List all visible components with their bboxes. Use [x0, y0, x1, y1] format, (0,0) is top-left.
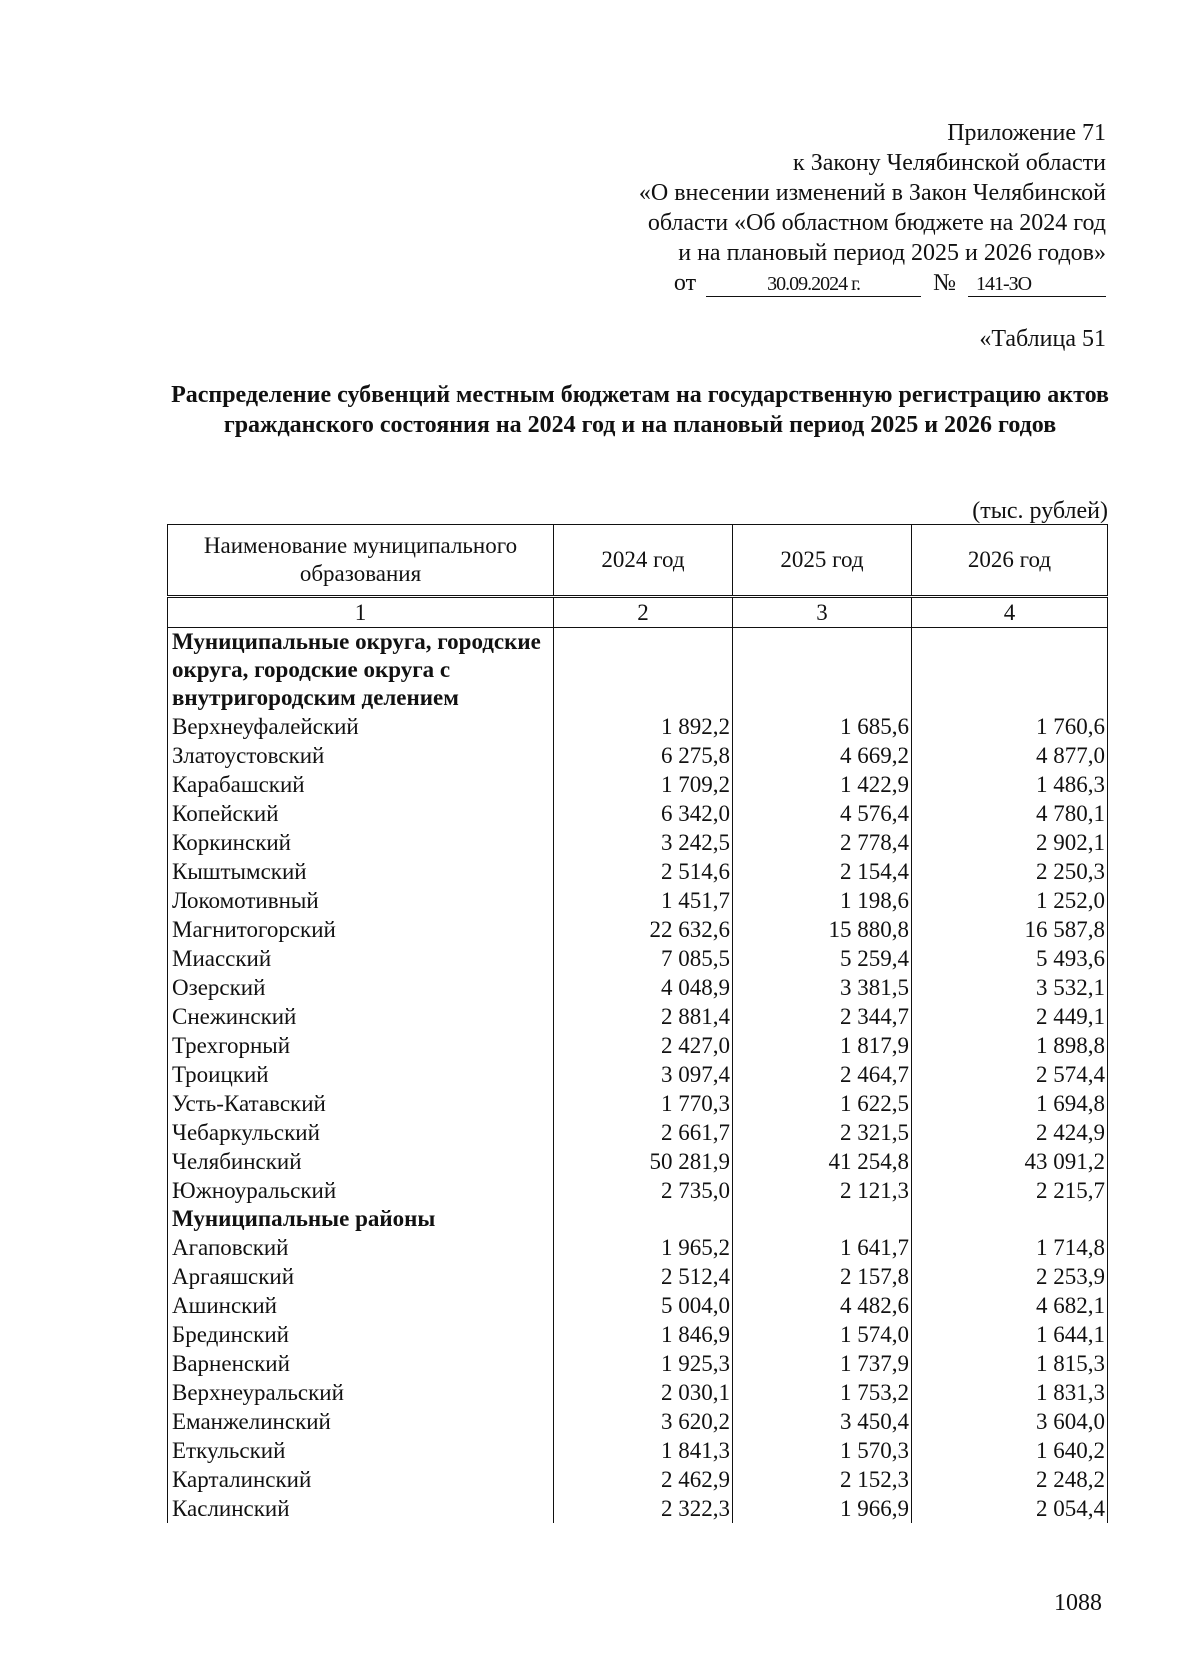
section-header-row: [168, 628, 1108, 713]
value-2025: 1 641,7: [733, 1233, 912, 1262]
value-2026: 1 252,0: [912, 886, 1108, 915]
municipality-name: Карабашский: [168, 770, 554, 799]
empty-cell: [733, 628, 912, 713]
municipality-name: Снежинский: [168, 1002, 554, 1031]
value-2026: 16 587,8: [912, 915, 1108, 944]
value-2026: 1 831,3: [912, 1378, 1108, 1407]
value-2025: 2 152,3: [733, 1465, 912, 1494]
value-2026: 2 424,9: [912, 1118, 1108, 1147]
value-2025: 4 482,6: [733, 1291, 912, 1320]
table-row: [168, 1494, 1108, 1523]
value-2026: 5 493,6: [912, 944, 1108, 973]
value-2024: 2 462,9: [554, 1465, 733, 1494]
municipality-name: Аргаяшский: [168, 1262, 554, 1291]
value-2026: 2 902,1: [912, 828, 1108, 857]
column-header: 2026 год: [912, 525, 1108, 597]
value-2024: 2 030,1: [554, 1378, 733, 1407]
municipality-name: Агаповский: [168, 1233, 554, 1262]
municipality-name: Челябинский: [168, 1147, 554, 1176]
value-2026: 3 532,1: [912, 973, 1108, 1002]
table-row: [168, 944, 1108, 973]
municipality-name: Златоустовский: [168, 741, 554, 770]
empty-cell: [554, 628, 733, 713]
value-2026: 1 694,8: [912, 1089, 1108, 1118]
value-2025: 1 817,9: [733, 1031, 912, 1060]
value-2026: 1 815,3: [912, 1349, 1108, 1378]
municipality-name: Локомотивный: [168, 886, 554, 915]
value-2025: 2 121,3: [733, 1176, 912, 1205]
municipality-name: Коркинский: [168, 828, 554, 857]
value-2025: 1 622,5: [733, 1089, 912, 1118]
municipality-name: Каслинский: [168, 1494, 554, 1523]
value-2024: 6 342,0: [554, 799, 733, 828]
column-number: 4: [912, 597, 1108, 628]
municipality-name: Южноуральский: [168, 1176, 554, 1205]
table-row: [168, 1407, 1108, 1436]
municipality-name: Магнитогорский: [168, 915, 554, 944]
value-2024: 3 097,4: [554, 1060, 733, 1089]
value-2026: 1 486,3: [912, 770, 1108, 799]
value-2025: 15 880,8: [733, 915, 912, 944]
value-2024: 5 004,0: [554, 1291, 733, 1320]
value-2024: 4 048,9: [554, 973, 733, 1002]
municipality-name: Усть-Катавский: [168, 1089, 554, 1118]
appendix-header: [639, 118, 1106, 298]
value-2026: 2 054,4: [912, 1494, 1108, 1523]
column-number-row: [168, 597, 1108, 628]
table-row: [168, 1291, 1108, 1320]
value-2024: 1 925,3: [554, 1349, 733, 1378]
value-2025: 1 753,2: [733, 1378, 912, 1407]
value-2026: 1 898,8: [912, 1031, 1108, 1060]
table-row: [168, 1060, 1108, 1089]
column-number: 3: [733, 597, 912, 628]
law-number: 141-ЗО: [968, 272, 1106, 297]
value-2024: 3 242,5: [554, 828, 733, 857]
value-2026: 1 644,1: [912, 1320, 1108, 1349]
value-2025: 4 669,2: [733, 741, 912, 770]
table-row: [168, 973, 1108, 1002]
appendix-line: области «Об областном бюджете на 2024 год: [647, 210, 1106, 236]
value-2024: 1 709,2: [554, 770, 733, 799]
table-row: [168, 1349, 1108, 1378]
value-2026: 2 215,7: [912, 1176, 1108, 1205]
municipality-name: Еманжелинский: [168, 1407, 554, 1436]
column-number: 2: [554, 597, 733, 628]
table-row: [168, 1436, 1108, 1465]
value-2024: 1 892,2: [554, 712, 733, 741]
value-2026: 2 250,3: [912, 857, 1108, 886]
value-2025: 1 422,9: [733, 770, 912, 799]
value-2026: 4 877,0: [912, 741, 1108, 770]
table-row: [168, 1089, 1108, 1118]
value-2026: 1 640,2: [912, 1436, 1108, 1465]
value-2026: 2 248,2: [912, 1465, 1108, 1494]
value-2026: 43 091,2: [912, 1147, 1108, 1176]
table-row: [168, 857, 1108, 886]
value-2026: 2 574,4: [912, 1060, 1108, 1089]
municipality-name: Карталинский: [168, 1465, 554, 1494]
value-2025: 4 576,4: [733, 799, 912, 828]
value-2024: 2 661,7: [554, 1118, 733, 1147]
value-2026: 4 682,1: [912, 1291, 1108, 1320]
table-row: [168, 712, 1108, 741]
empty-cell: [912, 1205, 1108, 1233]
table-row: [168, 1262, 1108, 1291]
value-2024: 2 322,3: [554, 1494, 733, 1523]
municipality-name: Миасский: [168, 944, 554, 973]
municipality-name: Верхнеуфалейский: [168, 712, 554, 741]
table-row: [168, 1176, 1108, 1205]
table-label: «Таблица 51: [979, 326, 1106, 352]
date-prefix: от: [673, 270, 697, 296]
value-2026: 4 780,1: [912, 799, 1108, 828]
table-row: [168, 886, 1108, 915]
appendix-line: и на плановый период 2025 и 2026 годов»: [678, 240, 1106, 266]
table-body: [168, 628, 1108, 1524]
table-row: [168, 828, 1108, 857]
municipality-name: Трехгорный: [168, 1031, 554, 1060]
table-row: [168, 1320, 1108, 1349]
value-2026: 1 760,6: [912, 712, 1108, 741]
table-row: [168, 1233, 1108, 1262]
value-2026: 2 449,1: [912, 1002, 1108, 1031]
table-row: [168, 1031, 1108, 1060]
value-2025: 2 778,4: [733, 828, 912, 857]
table-header-row: [168, 525, 1108, 597]
value-2025: 1 570,3: [733, 1436, 912, 1465]
appendix-line: к Закону Челябинской области: [793, 150, 1106, 176]
appendix-line: Приложение 71: [947, 120, 1106, 146]
municipality-name: Копейский: [168, 799, 554, 828]
law-date: 30.09.2024 г.: [706, 272, 921, 297]
value-2024: 2 512,4: [554, 1262, 733, 1291]
value-2024: 6 275,8: [554, 741, 733, 770]
value-2024: 1 965,2: [554, 1233, 733, 1262]
appendix-line: «О внесении изменений в Закон Челябинской: [638, 180, 1106, 206]
table-row: [168, 741, 1108, 770]
value-2025: 3 381,5: [733, 973, 912, 1002]
empty-cell: [912, 628, 1108, 713]
table-row: [168, 1118, 1108, 1147]
section-header-row: [168, 1205, 1108, 1233]
empty-cell: [733, 1205, 912, 1233]
municipality-name: Брединский: [168, 1320, 554, 1349]
column-header: 2024 год: [554, 525, 733, 597]
value-2025: 2 344,7: [733, 1002, 912, 1031]
value-2026: 1 714,8: [912, 1233, 1108, 1262]
section-title: Муниципальные округа, городские округа, городские округа с внутригородским делением: [168, 628, 554, 713]
value-2024: 2 514,6: [554, 857, 733, 886]
value-2026: 3 604,0: [912, 1407, 1108, 1436]
subventions-table: [167, 524, 1108, 1523]
value-2025: 3 450,4: [733, 1407, 912, 1436]
value-2024: 2 881,4: [554, 1002, 733, 1031]
empty-cell: [554, 1205, 733, 1233]
table-row: [168, 1378, 1108, 1407]
value-2024: 2 427,0: [554, 1031, 733, 1060]
table-row: [168, 1147, 1108, 1176]
law-date-number-line: [639, 268, 1106, 298]
municipality-name: Чебаркульский: [168, 1118, 554, 1147]
municipality-name: Варненский: [168, 1349, 554, 1378]
value-2025: 2 464,7: [733, 1060, 912, 1089]
column-header: 2025 год: [733, 525, 912, 597]
municipality-name: Кыштымский: [168, 857, 554, 886]
municipality-name: Озерский: [168, 973, 554, 1002]
value-2024: 3 620,2: [554, 1407, 733, 1436]
value-2025: 41 254,8: [733, 1147, 912, 1176]
value-2025: 5 259,4: [733, 944, 912, 973]
value-2024: 22 632,6: [554, 915, 733, 944]
value-2025: 1 685,6: [733, 712, 912, 741]
column-header: Наименование муниципального образования: [168, 525, 554, 597]
section-title: Муниципальные районы: [168, 1205, 554, 1233]
table-row: [168, 1465, 1108, 1494]
value-2025: 2 154,4: [733, 857, 912, 886]
document-title: Распределение субвенций местным бюджетам на государственную регистрацию актов гражданского состояния на 2024 год и на плановый период 2025 и 2026 годов: [171, 382, 1109, 438]
table-row: [168, 1002, 1108, 1031]
table-row: [168, 770, 1108, 799]
value-2024: 1 846,9: [554, 1320, 733, 1349]
municipality-name: Троицкий: [168, 1060, 554, 1089]
table-row: [168, 799, 1108, 828]
municipality-name: Еткульский: [168, 1436, 554, 1465]
column-number: 1: [168, 597, 554, 628]
municipality-name: Верхнеуральский: [168, 1378, 554, 1407]
value-2024: 7 085,5: [554, 944, 733, 973]
page-number: 1088: [1054, 1590, 1102, 1616]
value-2026: 2 253,9: [912, 1262, 1108, 1291]
number-prefix: №: [933, 270, 956, 296]
municipality-name: Ашинский: [168, 1291, 554, 1320]
value-2025: 1 737,9: [733, 1349, 912, 1378]
value-2025: 1 574,0: [733, 1320, 912, 1349]
value-2024: 1 451,7: [554, 886, 733, 915]
value-2025: 1 198,6: [733, 886, 912, 915]
value-2025: 2 321,5: [733, 1118, 912, 1147]
value-2025: 2 157,8: [733, 1262, 912, 1291]
units-label: (тыс. рублей): [972, 498, 1108, 524]
value-2025: 1 966,9: [733, 1494, 912, 1523]
value-2024: 50 281,9: [554, 1147, 733, 1176]
value-2024: 1 770,3: [554, 1089, 733, 1118]
value-2024: 1 841,3: [554, 1436, 733, 1465]
value-2024: 2 735,0: [554, 1176, 733, 1205]
table-row: [168, 915, 1108, 944]
